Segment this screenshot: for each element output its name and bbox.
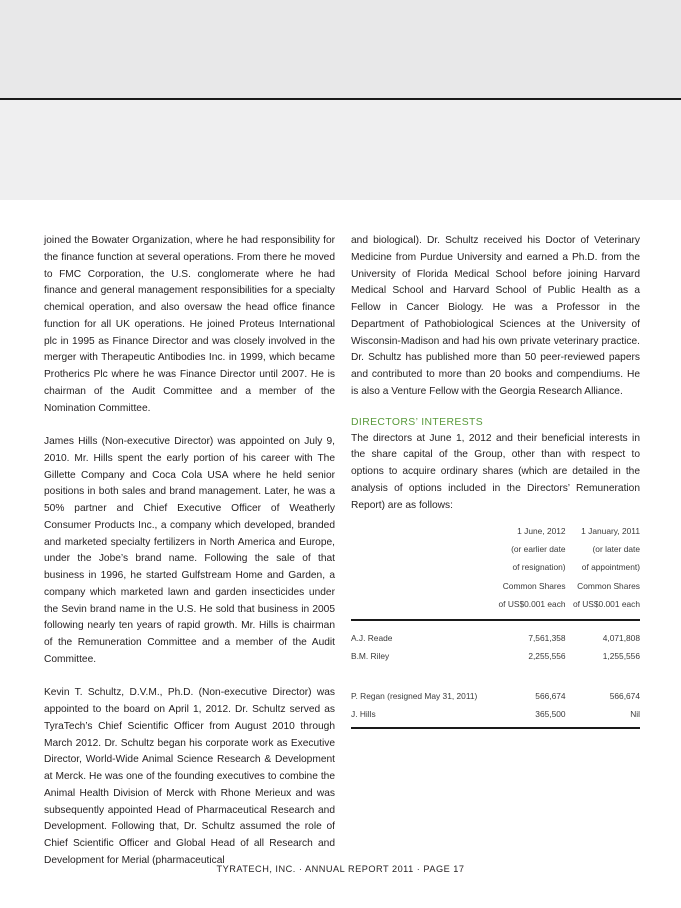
bio-paragraph-finance-director: joined the Bowater Organization, where he had responsibility for the finance function at several operations. From there he moved to FMC Corporation, the U.S. conglomerate where he had finance and general management responsibilities for a specialty chemical operation, and also oversaw the head office finance function for all UK operations. He joined Proteus International plc in 1995 as Finance Director and was closely involved in the merger with Therapeutic Antibodies Inc. in 1999, which became Protherics Plc where he was Finance Director until 2007. He is chairman of the Audit Committee and a member of the Nomination Committee. <box>44 235 335 414</box>
table-row: P. Regan (resigned May 31, 2011) 566,674 566,674 <box>351 691 640 702</box>
directors-interests-heading: DIRECTORS’ INTERESTS <box>351 416 484 428</box>
bio-paragraph-schultz-continued: and biological). Dr. Schultz received his Doctor of Veterinary Medicine from Purdue University and earned a Ph.D. from the University of Florida Medical School before joining Harvard Medical School and Harvard School of Public Health as a Fellow in Cancer Biology. He was a Professor in the Department of Pathobiological Sciences at the University of Wisconsin-Madison and had his own private veterinary practice. Dr. Schultz has published more than 50 peer-reviewed papers and contributed to more than 20 books and compendiums. He is also a Venture Fellow with the Georgia Research Alliance. <box>351 235 640 397</box>
table-spacer-row <box>351 665 640 687</box>
table-row: A.J. Reade 7,561,358 4,071,808 <box>351 633 640 644</box>
table-row: J. Hills 365,500 Nil <box>351 705 640 728</box>
table-header-row <box>351 522 640 620</box>
table-header-name <box>351 522 491 620</box>
bio-paragraph-james-hills: James Hills (Non-executive Director) was appointed on July 9, 2010. Mr. Hills spent the early portion of his career with The Gillette Company and Coca Cola USA where he held senior positions in both sales and brand management. Later, he was a 50% partner and Chief Executive Officer of Weatherly Consumer Products Inc., a company which developed, branded and marketed specialty fertilizers in North America and Europe, under the Jobe’s brand name. Following the sale of that business in 1996, he started Gulfstream Home and Garden, a company which marketed lawn and garden insecticides under the Sevin brand name in the U.S. He sold that business in 2005 following nearly ten years of rapid growth. Mr. Hills is chairman of the Remuneration Committee and a member of the Audit Committee. <box>44 436 335 665</box>
bio-paragraph-kevin-schultz: Kevin T. Schultz, D.V.M., Ph.D. (Non-executive Director) was appointed to the board on April 1, 2012. Dr. Schultz served as TyraTech’s Chief Scientific Officer from August 2010 through March 2012. Dr. Schultz began his corporate work as Executive Director, World-Wide Animal Science Research & Development at Merck. He was one of the founding executives to combine the Animal Health Division of Merck with Rhone Merieux and was subsequently appointed Head of Pharmaceutical Research and Development. Following that, Dr. Schultz assumed the role of Chief Scientific Officer and Global Head of all Research and Development for Merial (pharmaceutical <box>44 687 335 866</box>
table-header-january-2011: 1 January, 2011 (or later date of appointment) Common Shares of US$0.001 each <box>566 522 640 620</box>
table-header-june-2012: 1 June, 2012 (or earlier date of resignation) Common Shares of US$0.001 each <box>491 522 565 620</box>
header-lower-band <box>0 100 681 200</box>
table-row: B.M. Riley 2,255,556 1,255,556 <box>351 651 640 662</box>
page-footer: TYRATECH, INC. · ANNUAL REPORT 2011 · PAGE 17 <box>216 864 465 874</box>
directors-interests-intro: The directors at June 1, 2012 and their beneficial interests in the share capital of the Group, other than with respect to options to acquire ordinary shares (which are detailed in the analysis of options included in the Directors’ Remuneration Report) are as follows: <box>351 432 640 511</box>
directors-interests-table <box>351 522 640 729</box>
header-band <box>0 0 681 98</box>
right-column <box>351 233 640 514</box>
left-column <box>44 233 335 870</box>
